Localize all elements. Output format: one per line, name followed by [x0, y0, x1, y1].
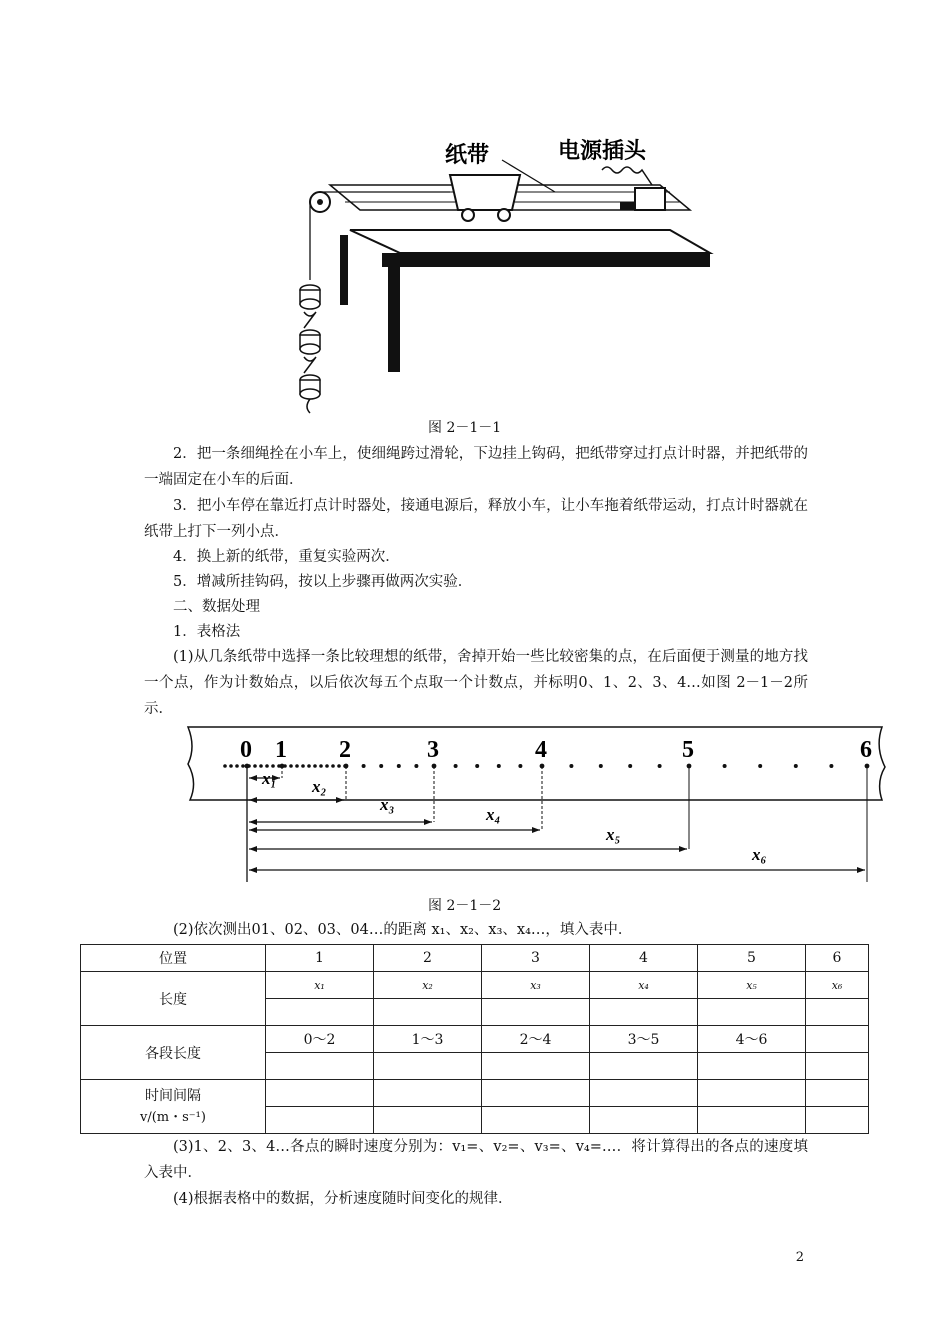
tape-dot	[758, 764, 762, 768]
tape-dot	[475, 764, 479, 768]
paragraph-2: (2)依次测出01、02、03、04…的距离 x₁、x₂、x₃、x₄…，填入表中．	[173, 922, 633, 938]
tape-dot	[253, 764, 257, 768]
point-label: 5	[682, 737, 694, 763]
table-cell	[266, 1053, 374, 1080]
distance-label: x₆	[752, 845, 767, 864]
table-cell	[482, 1080, 590, 1107]
apparatus-figure	[290, 130, 730, 415]
tape-dot	[497, 764, 501, 768]
paragraph-4: (4)根据表格中的数据，分析速度随时间变化的规律．	[173, 1191, 513, 1207]
table-cell: x₃	[482, 972, 590, 999]
table-cell	[590, 1053, 698, 1080]
tape-label: 纸带	[445, 143, 490, 168]
tape-dot	[331, 764, 335, 768]
table-cell: 1	[266, 945, 374, 972]
step-5: 5．增减所挂钩码，按以上步骤再做两次实验．	[173, 574, 473, 590]
tape-dot	[454, 764, 458, 768]
table-cell	[806, 1026, 869, 1053]
data-table	[80, 944, 869, 1134]
table-cell	[590, 1080, 698, 1107]
arrow-head	[857, 867, 865, 873]
tape-dot	[265, 764, 269, 768]
table-cell: 1～3	[374, 1026, 482, 1053]
tape-dot	[325, 764, 329, 768]
tape-dot	[362, 764, 366, 768]
table-cell	[590, 999, 698, 1026]
method-heading: 1．表格法	[173, 624, 241, 640]
table-cell: 位置	[81, 945, 266, 972]
tape-dot	[235, 764, 239, 768]
page-number: 2	[795, 1250, 804, 1265]
table-cell: x₄	[590, 972, 698, 999]
tape-dot	[569, 764, 573, 768]
table-cell	[806, 999, 869, 1026]
tape-dot	[337, 764, 341, 768]
table-cell	[806, 1107, 869, 1134]
table-cell	[698, 1080, 806, 1107]
paragraph-1: (1)从几条纸带中选择一条比较理想的纸带，舍掉开始一些比较密集的点，在后面便于测量的地方找一个点，作为计数始点，以后依次每五个点取一个计数点，并标明0、1、2、3、4…如图 2－1－2所示．	[144, 649, 808, 717]
distance-label: x₄	[486, 805, 501, 824]
table-cell: x₂	[374, 972, 482, 999]
table-cell	[81, 1080, 266, 1134]
distance-label: x₃	[380, 795, 395, 814]
tape-dot	[295, 764, 299, 768]
table-cell: 各段长度	[81, 1026, 266, 1080]
table-cell	[698, 1107, 806, 1134]
table-cell: 3	[482, 945, 590, 972]
tape-dot	[313, 764, 317, 768]
tape-dot	[658, 764, 662, 768]
point-label: 1	[275, 737, 287, 763]
table-row	[81, 1080, 869, 1107]
table-cell: 4	[590, 945, 698, 972]
tape-dot	[229, 764, 233, 768]
table-row	[81, 945, 869, 972]
point-label: 4	[535, 737, 547, 763]
table-cell: 4～6	[698, 1026, 806, 1053]
distance-label: x₁	[262, 769, 277, 788]
plug-label: 电源插头	[558, 139, 647, 164]
table-cell	[266, 1107, 374, 1134]
tape-dot	[289, 764, 293, 768]
table-cell	[698, 1053, 806, 1080]
tape-dot	[414, 764, 418, 768]
table-cell: 6	[806, 945, 869, 972]
point-label: 3	[427, 737, 439, 763]
table-cell	[266, 1080, 374, 1107]
arrow-head	[249, 867, 257, 873]
table-cell: x₅	[698, 972, 806, 999]
arrow-head	[424, 819, 432, 825]
tape-dot	[271, 764, 275, 768]
table-cell: 3～5	[590, 1026, 698, 1053]
table-cell	[806, 1080, 869, 1107]
tape-dot	[628, 764, 632, 768]
table-cell	[806, 1053, 869, 1080]
table-cell	[266, 999, 374, 1026]
tape-dot	[319, 764, 323, 768]
point-label: 6	[860, 737, 872, 763]
distance-label: x₂	[312, 777, 327, 796]
step-4: 4．换上新的纸带，重复实验两次．	[173, 549, 400, 565]
tape-dot	[307, 764, 311, 768]
point-label: 0	[240, 737, 252, 763]
tape-dot	[829, 764, 833, 768]
table-cell	[482, 999, 590, 1026]
table-cell: 2～4	[482, 1026, 590, 1053]
tape-dot	[599, 764, 603, 768]
arrow-head	[532, 827, 540, 833]
arrow-head	[249, 846, 257, 852]
tape-dot	[241, 764, 245, 768]
table-cell	[482, 1107, 590, 1134]
table-cell: 长度	[81, 972, 266, 1026]
table-cell: 5	[698, 945, 806, 972]
step-3: 3．把小车停在靠近打点计时器处，接通电源后，释放小车，让小车拖着纸带运动，打点计时器就在纸带上打下一列小点．	[144, 498, 808, 540]
table-cell	[374, 1107, 482, 1134]
figure-caption-1: 图 2－1－1	[428, 420, 502, 436]
table-cell	[374, 1053, 482, 1080]
distance-label: x₅	[606, 825, 621, 844]
table-cell: x₁	[266, 972, 374, 999]
time-interval-label: 时间间隔	[145, 1087, 201, 1104]
table-cell	[590, 1107, 698, 1134]
point-label: 2	[339, 737, 351, 763]
tape-dot	[518, 764, 522, 768]
tape-dot	[723, 764, 727, 768]
tape-dot	[397, 764, 401, 768]
arrow-head	[249, 827, 257, 833]
table-cell	[374, 999, 482, 1026]
arrow-head	[249, 819, 257, 825]
table-row	[81, 1026, 869, 1053]
figure-caption-2: 图 2－1－2	[428, 898, 502, 914]
section-heading: 二、数据处理	[173, 599, 260, 615]
velocity-unit-label: v/(m・s⁻¹)	[140, 1109, 206, 1125]
table-cell: x₆	[806, 972, 869, 999]
table-cell	[698, 999, 806, 1026]
table-cell	[374, 1080, 482, 1107]
tape-dot	[379, 764, 383, 768]
arrow-head	[679, 846, 687, 852]
table-cell	[482, 1053, 590, 1080]
table-cell: 0～2	[266, 1026, 374, 1053]
tape-dot	[794, 764, 798, 768]
tape-figure	[180, 722, 890, 887]
table-cell: 2	[374, 945, 482, 972]
table-row	[81, 972, 869, 999]
tape-dot	[223, 764, 227, 768]
paragraph-3: (3)1、2、3、4…各点的瞬时速度分别为：v₁=、v₂=、v₃=、v₄=…．将计算得出的各点的速度填入表中．	[144, 1139, 808, 1181]
tape-dot	[301, 764, 305, 768]
step-2: 2．把一条细绳拴在小车上，使细绳跨过滑轮，下边挂上钩码，把纸带穿过打点计时器，并把纸带的一端固定在小车的后面．	[144, 446, 808, 488]
tape-dot	[259, 764, 263, 768]
